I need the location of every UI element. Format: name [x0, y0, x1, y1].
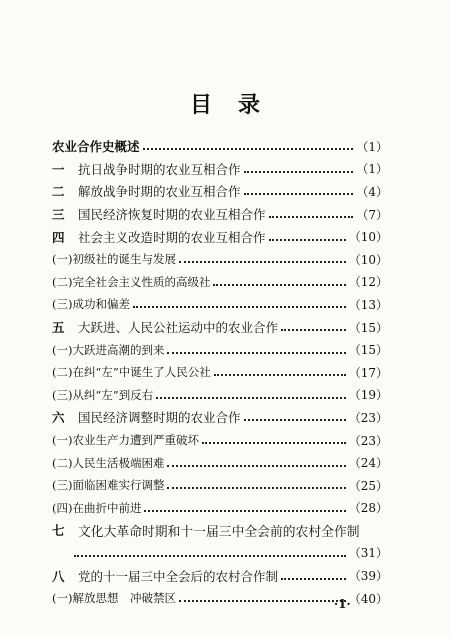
toc-entry-title: (三)从纠“左”到反右	[52, 387, 154, 402]
toc-entry	[52, 429, 388, 452]
table-of-contents	[52, 135, 388, 609]
toc-entry-page: （23）	[348, 410, 388, 425]
dot-leader	[281, 329, 346, 331]
toc-entry-number: 二	[52, 184, 65, 200]
dot-leader	[244, 193, 354, 195]
toc-entry-number: 八	[52, 568, 65, 584]
toc-entry-page: （7）	[356, 207, 388, 222]
dot-leader	[214, 374, 346, 376]
toc-entry	[52, 406, 388, 429]
toc-entry-title: (四)在曲折中前进	[52, 500, 142, 515]
page-title: 目录	[189, 92, 286, 118]
toc-entry-title: 文化大革命时期和十一届三中全会前的农村全作制	[78, 524, 360, 540]
toc-entry-title: 农业合作史概述	[52, 139, 140, 155]
dot-leader	[269, 216, 354, 218]
dot-leader	[179, 261, 346, 263]
dot-leader	[213, 284, 345, 286]
toc-entry-page: （13）	[348, 297, 388, 312]
toc-entry	[52, 338, 388, 361]
toc-entry-page: （23）	[348, 433, 388, 448]
toc-entry-title: (二)完全社会主义性质的高级社	[52, 274, 211, 289]
toc-entry-title: 解放战争时期的农业互相合作	[78, 184, 241, 200]
toc-entry-page: （19）	[348, 388, 388, 403]
toc-entry-title: 国民经济恢复时期的农业互相合作	[78, 207, 266, 223]
toc-entry	[52, 384, 388, 407]
toc-entry-title: 抗日战争时期的农业互相合作	[78, 161, 241, 177]
toc-entry	[52, 203, 388, 226]
toc-entry-number: 四	[52, 229, 65, 245]
toc-entry-page: （28）	[348, 501, 388, 516]
toc-entry	[52, 564, 388, 587]
toc-entry-page: （12）	[348, 275, 388, 290]
toc-entry-number: 七	[52, 523, 65, 539]
toc-entry	[52, 542, 388, 565]
toc-entry-title: (二)在纠“左”中诞生了人民公社	[52, 365, 211, 380]
toc-entry-page: （39）	[348, 569, 388, 584]
toc-entry-page: （10）	[348, 230, 388, 245]
toc-entry-page: （40）	[348, 591, 388, 606]
toc-entry-title: 国民经济调整时期的农业合作	[78, 410, 241, 426]
dot-leader	[133, 306, 346, 308]
toc-entry-title: 大跃进、人民公社运动中的农业合作	[78, 320, 279, 336]
toc-entry	[52, 158, 388, 181]
toc-entry-title: (一)农业生产力遭到严重破坏	[52, 433, 199, 448]
toc-entry	[52, 519, 388, 542]
dot-leader	[202, 442, 346, 444]
toc-entry	[52, 474, 388, 497]
toc-entry	[52, 361, 388, 384]
toc-entry-number: 三	[52, 207, 65, 223]
toc-entry	[52, 293, 388, 316]
toc-entry-number: 五	[52, 320, 65, 336]
toc-entry-page: （15）	[348, 320, 388, 335]
dot-leader	[156, 397, 345, 399]
dot-leader	[244, 419, 346, 421]
dot-leader	[167, 487, 345, 489]
dot-leader	[74, 555, 346, 557]
toc-entry-title: 社会主义改造时期的农业互相合作	[78, 229, 266, 245]
toc-entry-page: （1）	[356, 139, 388, 154]
toc-entry	[52, 451, 388, 474]
toc-entry-page: （4）	[356, 184, 388, 199]
toc-entry-title: (一)初级社的诞生与发展	[52, 252, 176, 267]
toc-entry	[52, 225, 388, 248]
toc-entry-title: (三)面临困难实行调整	[52, 478, 165, 493]
toc-entry	[52, 248, 388, 271]
dot-leader	[269, 239, 346, 241]
dot-leader	[167, 465, 345, 467]
dot-leader	[244, 171, 354, 173]
toc-entry-page: （31）	[348, 546, 388, 561]
dot-leader	[144, 510, 345, 512]
toc-entry-title: (一)解放思想 冲破禁区	[52, 591, 176, 606]
toc-entry-page: （10）	[348, 252, 388, 267]
dot-leader	[179, 600, 346, 602]
toc-entry-title: (二)人民生活极端困难	[52, 455, 165, 470]
toc-entry-page: （25）	[348, 478, 388, 493]
toc-entry	[52, 135, 388, 158]
dot-leader	[143, 148, 354, 150]
toc-entry	[52, 180, 388, 203]
page-number: ·1·	[334, 597, 351, 611]
toc-entry-number: 一	[52, 161, 65, 177]
dot-leader	[281, 578, 346, 580]
dot-leader	[167, 352, 345, 354]
toc-entry-page: （24）	[348, 456, 388, 471]
toc-entry-page: （1）	[356, 162, 388, 177]
toc-entry-page: （17）	[348, 365, 388, 380]
toc-entry-number: 六	[52, 410, 65, 426]
toc-entry-title: (一)大跃进高潮的到来	[52, 342, 165, 357]
toc-entry	[52, 316, 388, 339]
toc-entry-title: 党的十一届三中全会后的农村合作制	[78, 568, 279, 584]
toc-entry-page: （15）	[348, 343, 388, 358]
toc-entry-title: (三)成功和偏差	[52, 297, 130, 312]
toc-entry	[52, 497, 388, 520]
toc-entry	[52, 271, 388, 294]
